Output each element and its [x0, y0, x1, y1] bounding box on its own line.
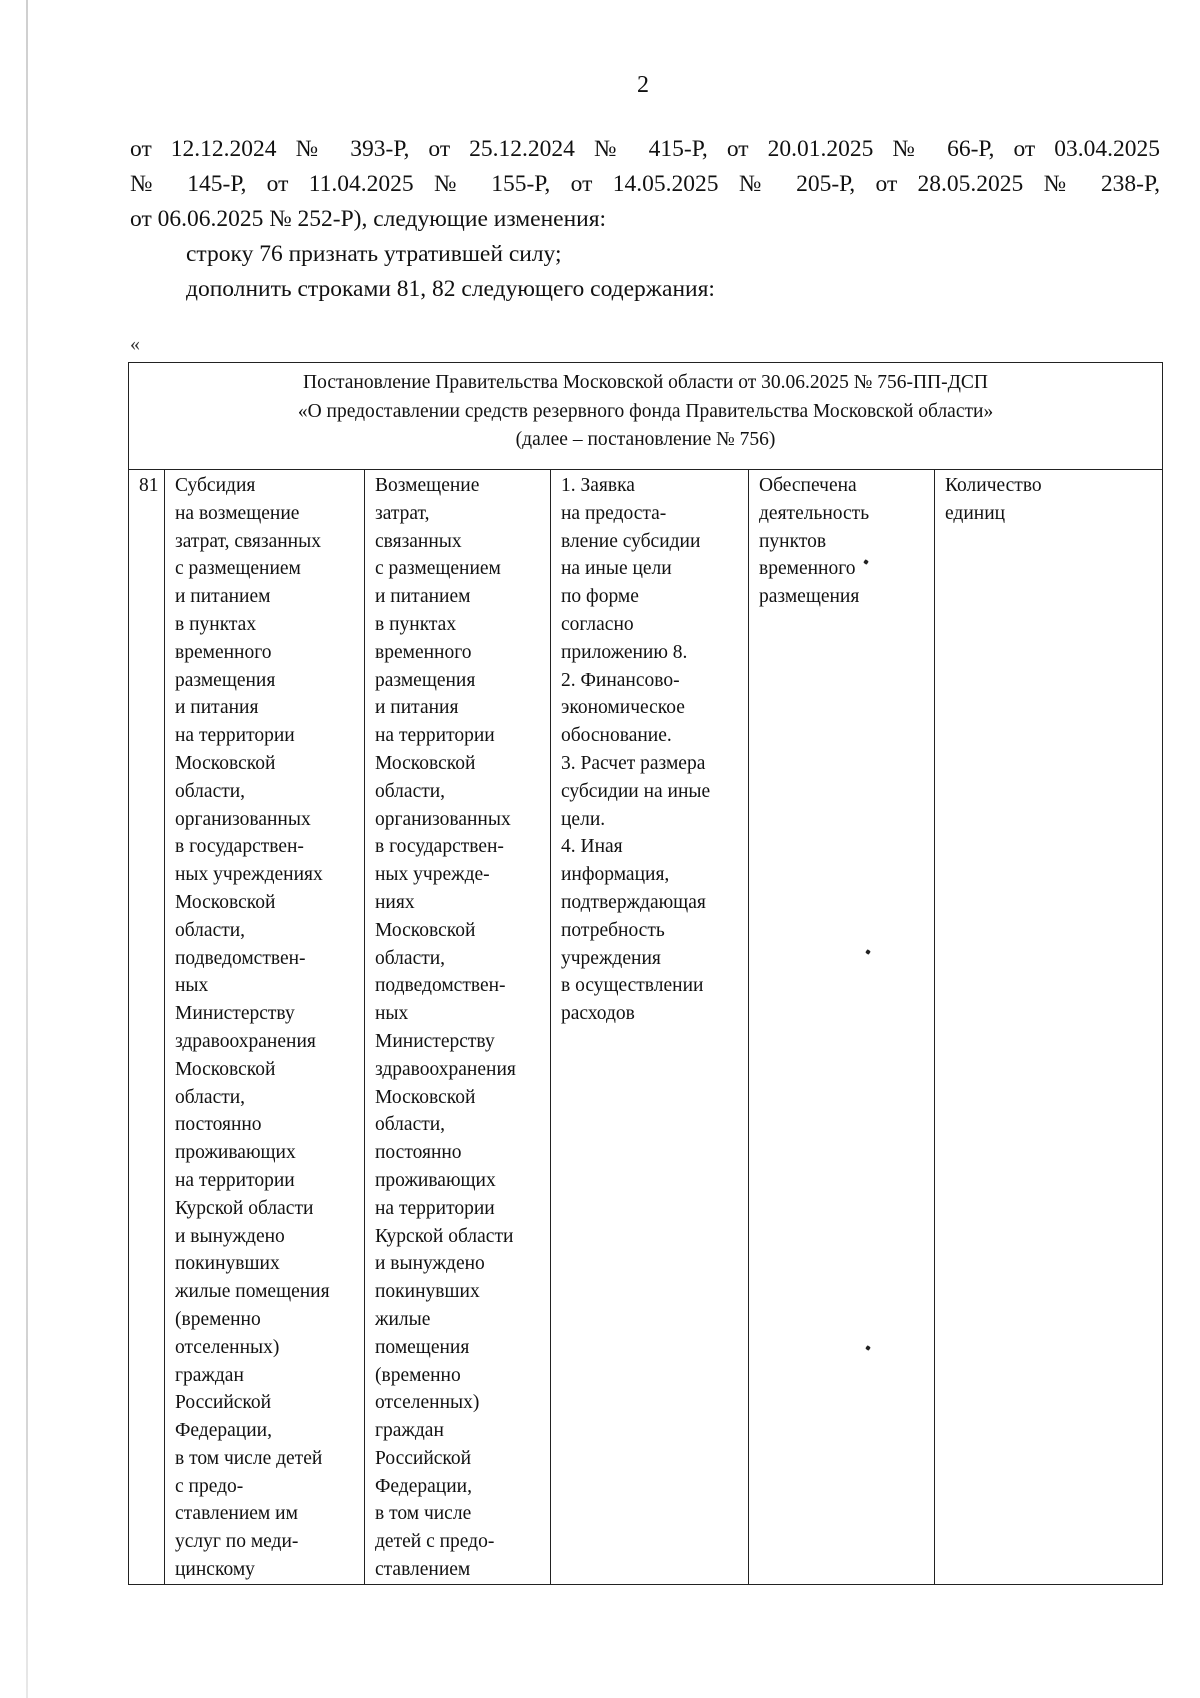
- cell-text-line: подтверждающая: [561, 891, 706, 913]
- cell-text-line: приложению 8.: [561, 641, 688, 663]
- cell-text-line: Московской: [175, 1058, 276, 1080]
- cell-text-line: здравоохранения: [375, 1058, 516, 1080]
- cell-text-line: Курской области: [175, 1197, 314, 1219]
- cell-text-line: Федерации,: [375, 1475, 472, 1497]
- cell-text-line: здравоохранения: [175, 1030, 316, 1052]
- cell-text-line: на иные цели: [561, 558, 672, 580]
- cell-text-line: области,: [375, 780, 446, 802]
- cell-text-line: и питанием: [375, 586, 471, 608]
- body-line-2: № 145-Р, от 11.04.2025 № 155-Р, от 14.05.2025 № 205-Р, от 28.05.2025 № 238-Р,: [130, 171, 1160, 197]
- cell-text-line: (временно: [375, 1364, 461, 1386]
- scan-edge: [26, 0, 28, 1698]
- cell-text-line: постоянно: [375, 1142, 462, 1164]
- cell-text-line: размещения: [759, 586, 860, 608]
- cell-text-line: на территории: [375, 725, 495, 747]
- page-number: 2: [637, 72, 649, 98]
- cell-text-line: Субсидия: [175, 475, 256, 496]
- cell-text-line: 1. Заявка: [561, 475, 635, 496]
- cell-text-line: граждан: [175, 1364, 244, 1386]
- cell-text-line: ставлением им: [175, 1503, 298, 1525]
- body-paragraph: [130, 132, 1160, 237]
- cell-text-line: цели.: [561, 808, 606, 830]
- cell-text-line: ных: [375, 1003, 409, 1025]
- cell-text-line: субсидии на иные: [561, 780, 711, 802]
- table-row: [129, 470, 1163, 1585]
- cell-text-line: организованных: [175, 808, 311, 830]
- header-line: «О предоставлении средств резервного фонда Правительства Московской области»: [297, 400, 994, 422]
- cell-text-line: пунктов: [759, 530, 827, 552]
- cell-text-line: в том числе детей: [175, 1447, 323, 1469]
- cell-text-line: подведомствен-: [175, 947, 306, 969]
- cell-text-line: расходов: [561, 1003, 635, 1025]
- unit-cell: [935, 470, 1163, 1585]
- cell-text-line: и питания: [175, 697, 259, 719]
- cell-text-line: Российской: [175, 1392, 272, 1414]
- subsidy-purpose-cell: [365, 470, 551, 1585]
- cell-text-line: в пунктах: [175, 613, 257, 635]
- cell-text-line: учреждения: [561, 947, 661, 969]
- cell-text-line: услуг по меди-: [175, 1531, 299, 1553]
- cell-text-line: и вынуждено: [375, 1253, 485, 1275]
- cell-text-line: Московской: [375, 1086, 476, 1108]
- cell-text-line: 4. Иная: [561, 836, 623, 858]
- cell-text-line: проживающих: [375, 1169, 496, 1191]
- cell-text-line: области,: [175, 780, 246, 802]
- cell-text-line: информация,: [561, 864, 670, 886]
- cell-text-line: размещения: [175, 669, 276, 691]
- cell-text-line: области,: [375, 947, 446, 969]
- cell-text-line: экономическое: [561, 697, 685, 719]
- cell-text-line: цинскому: [175, 1559, 255, 1581]
- cell-text-line: подведомствен-: [375, 975, 506, 997]
- cell-text-line: деятельность: [759, 502, 870, 524]
- cell-text-line: области,: [175, 1086, 246, 1108]
- cell-text-line: с размещением: [375, 558, 501, 580]
- cell-text-line: затрат, связанных: [175, 530, 321, 552]
- cell-text-line: жилые: [375, 1308, 431, 1330]
- cell-text-line: с размещением: [175, 558, 301, 580]
- cell-text-line: отселенных): [175, 1336, 280, 1358]
- row-number: 81: [129, 470, 165, 1585]
- cell-text-line: с предо-: [175, 1475, 244, 1497]
- cell-text-line: 3. Расчет размера: [561, 752, 706, 774]
- cell-text-line: Возмещение: [375, 475, 480, 496]
- body-line-3: от 06.06.2025 № 252-Р), следующие изменения:: [130, 206, 607, 232]
- cell-text-line: Московской: [375, 919, 476, 941]
- cell-text-line: организованных: [375, 808, 511, 830]
- cell-text-line: и вынуждено: [175, 1225, 285, 1247]
- cell-text-line: на предоста-: [561, 502, 667, 524]
- cell-text-line: Российской: [375, 1447, 472, 1469]
- body-line-1: от 12.12.2024 № 393-Р, от 25.12.2024 № 415-Р, от 20.01.2025 № 66-Р, от 03.04.2025: [130, 136, 1160, 162]
- cell-text-line: Количество: [945, 475, 1042, 496]
- amendment-table: [128, 362, 1163, 1585]
- cell-text-line: области,: [375, 1114, 446, 1136]
- open-quote: «: [130, 333, 140, 355]
- cell-text-line: и питанием: [175, 586, 271, 608]
- cell-text-line: связанных: [375, 530, 462, 552]
- cell-text-line: Федерации,: [175, 1420, 272, 1442]
- cell-text-line: детей с предо-: [375, 1531, 495, 1553]
- result-cell: [749, 470, 935, 1585]
- cell-text-line: отселенных): [375, 1392, 480, 1414]
- cell-text-line: временного: [759, 558, 856, 580]
- cell-text-line: ных: [175, 975, 209, 997]
- cell-text-line: Московской: [175, 752, 276, 774]
- list-item-add-lines-81-82: дополнить строками 81, 82 следующего содержания:: [186, 276, 715, 302]
- cell-text-line: на территории: [175, 725, 295, 747]
- cell-text-line: Московской: [175, 891, 276, 913]
- cell-text-line: на территории: [375, 1197, 495, 1219]
- cell-text-line: единиц: [945, 502, 1006, 524]
- cell-text-line: в государствен-: [375, 836, 504, 858]
- cell-text-line: и питания: [375, 697, 459, 719]
- cell-text-line: граждан: [375, 1420, 444, 1442]
- cell-text-line: ставлением: [375, 1559, 471, 1581]
- cell-text-line: (временно: [175, 1308, 261, 1330]
- cell-text-line: Министерству: [375, 1030, 495, 1052]
- cell-text-line: постоянно: [175, 1114, 262, 1136]
- cell-text-line: на территории: [175, 1169, 295, 1191]
- cell-text-line: ных учрежде-: [375, 864, 490, 886]
- documents-cell: [551, 470, 749, 1585]
- cell-text-line: проживающих: [175, 1142, 296, 1164]
- list-item-repeal-line-76: строку 76 признать утратившей силу;: [186, 241, 562, 267]
- cell-text-line: обоснование.: [561, 725, 672, 747]
- cell-text-line: в пунктах: [375, 613, 457, 635]
- cell-text-line: на возмещение: [175, 502, 300, 524]
- cell-text-line: Министерству: [175, 1003, 295, 1025]
- table-header-row: [129, 363, 1163, 470]
- cell-text-line: 2. Финансово-: [561, 669, 680, 691]
- cell-text-line: согласно: [561, 613, 634, 635]
- cell-text-line: покинувших: [175, 1253, 280, 1275]
- cell-text-line: потребность: [561, 919, 665, 941]
- cell-text-line: ных учреждениях: [175, 864, 323, 886]
- cell-text-line: области,: [175, 919, 246, 941]
- resolution-header-cell: [129, 363, 1163, 470]
- cell-text-line: ниях: [375, 891, 415, 913]
- cell-text-line: в том числе: [375, 1503, 472, 1525]
- subsidy-name-cell: [165, 470, 365, 1585]
- cell-text-line: вление субсидии: [561, 530, 701, 552]
- cell-text-line: временного: [175, 641, 272, 663]
- cell-text-line: Московской: [375, 752, 476, 774]
- cell-text-line: Обеспечена: [759, 475, 857, 496]
- cell-text-line: покинувших: [375, 1281, 480, 1303]
- cell-text-line: в осуществлении: [561, 975, 704, 997]
- cell-text-line: затрат,: [375, 502, 430, 524]
- cell-text-line: размещения: [375, 669, 476, 691]
- cell-text-line: в государствен-: [175, 836, 304, 858]
- cell-text-line: помещения: [375, 1336, 470, 1358]
- cell-text-line: жилые помещения: [175, 1281, 330, 1303]
- header-line: Постановление Правительства Московской области от 30.06.2025 № 756-ПП-ДСП: [303, 372, 989, 393]
- cell-text-line: по форме: [561, 586, 639, 608]
- cell-text-line: временного: [375, 641, 472, 663]
- header-line: (далее – постановление № 756): [515, 429, 776, 450]
- cell-text-line: Курской области: [375, 1225, 514, 1247]
